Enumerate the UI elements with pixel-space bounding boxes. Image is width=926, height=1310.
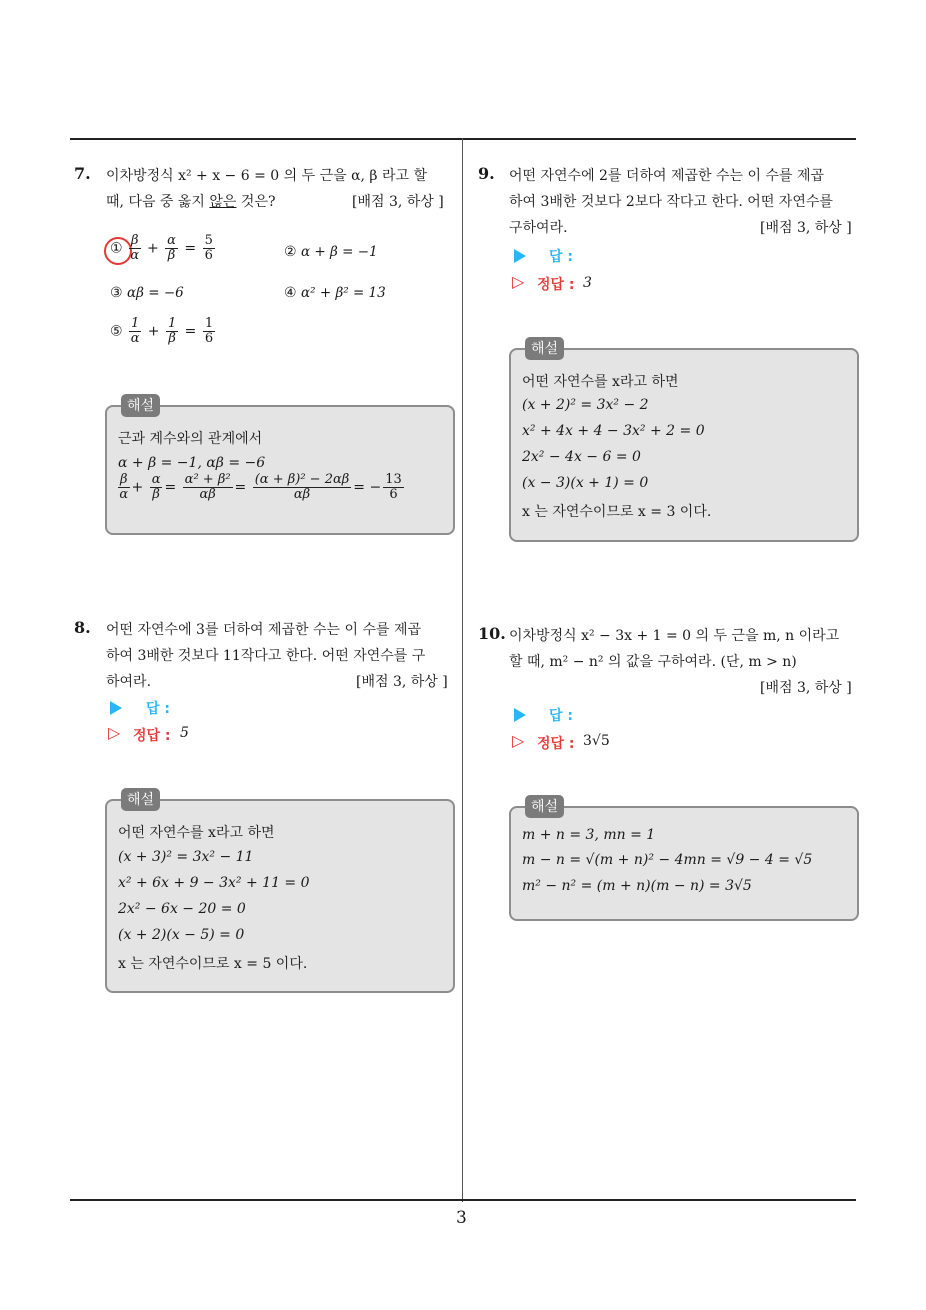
q7-meta: [배점 3, 하상 ] [352,194,444,210]
q8-line2: 하여 3배한 것보다 11작다고 한다. 어떤 자연수를 구 [106,648,426,664]
q10-number: 10. [478,624,506,643]
q10-correct-label: 정답 : [537,736,575,752]
q9-correct-arrow-icon: ▷ [512,272,525,291]
q10-line2: 할 때, m² − n² 의 값을 구하여라. (단, m > n) [509,654,797,670]
q9-number: 9. [478,164,495,183]
q8-correct-label: 정답 : [133,728,171,744]
q8-line3: 하여라. [106,674,152,690]
q8-exp-line3: x² + 6x + 9 − 3x² + 11 = 0 [118,875,310,891]
top-rule [70,138,856,140]
q10-answer-arrow-icon [514,708,526,722]
q9-correct-label: 정답 : [537,277,575,293]
q9-line1: 어떤 자연수에 2를 더하여 제곱한 수는 이 수를 제곱 [509,168,824,184]
q9-exp-line2: (x + 2)² = 3x² − 2 [522,397,649,413]
q7-option-2[interactable]: ② α + β = −1 [284,244,378,260]
q7-line2: 때, 다음 중 옳지 않은 것은? [106,194,276,210]
q7-exp-line1: 근과 계수와의 관계에서 [118,431,263,447]
q8-correct-value: 5 [180,725,189,741]
q9-exp-line5: (x − 3)(x + 1) = 0 [522,475,649,491]
q8-exp-line4: 2x² − 6x − 20 = 0 [118,901,246,917]
q7-underline: 않은 [209,194,237,210]
q8-exp-line6: x 는 자연수이므로 x = 5 이다. [118,956,308,972]
q10-exp-line1: m + n = 3, mn = 1 [522,827,656,843]
q9-correct-value: 3 [583,275,592,291]
q9-line3: 구하여라. [509,220,568,236]
q7-line1: 이차방정식 x² + x − 6 = 0 의 두 근을 α, β 라고 할 [106,168,427,184]
q9-explanation-tag: 해설 [525,337,564,360]
q9-exp-line4: 2x² − 4x − 6 = 0 [522,449,641,465]
q10-meta: [배점 3, 하상 ] [760,680,852,696]
q7-explanation-tag: 해설 [121,394,160,417]
q8-exp-line2: (x + 3)² = 3x² − 11 [118,849,254,865]
q10-line1: 이차방정식 x² − 3x + 1 = 0 의 두 근을 m, n 이라고 [509,628,840,644]
q8-answer-label: 답 : [146,701,170,717]
column-divider [462,138,463,1202]
q7-number: 7. [74,164,91,183]
q9-exp-line1: 어떤 자연수를 x라고 하면 [522,374,679,390]
q10-exp-line2: m − n = √(m + n)² − 4mn = √9 − 4 = √5 [522,852,813,868]
q7-exp-line3: $\frac{\beta}{\alpha}$ + $\frac{\alpha}{\beta}$ = $\frac{\text{α² + β²}}{\alpha\beta}$ = $\frac{\text{(α + β)² − 2αβ}}{\alpha\beta}$ = − $\frac{13}{6}$ [119,472,402,502]
q8-number: 8. [74,618,91,637]
q10-exp-line3: m² − n² = (m + n)(m − n) = 3√5 [522,878,752,894]
q9-answer-arrow-icon [514,249,526,263]
bottom-rule [70,1199,856,1201]
q9-answer-label: 답 : [549,249,573,265]
q8-exp-line5: (x + 2)(x − 5) = 0 [118,927,245,943]
q8-correct-arrow-icon: ▷ [108,723,121,742]
q8-explanation-tag: 해설 [121,788,160,811]
q7-option-5[interactable]: ⑤ $\frac{1}{\alpha}$ + $\frac{1}{\beta}$ = $\frac{1}{6}$ [110,316,214,346]
page-number: 3 [456,1208,467,1228]
q7-exp-line2: α + β = −1, αβ = −6 [118,455,266,471]
q7-option-1[interactable]: ① $\frac{\beta}{\alpha}$ + $\frac{\alpha}{\beta}$ = $\frac{5}{6}$ [110,233,213,263]
q10-correct-value: 3√5 [583,733,610,749]
q10-answer-label: 답 : [549,708,573,724]
q8-line1: 어떤 자연수에 3를 더하여 제곱한 수는 이 수를 제곱 [106,622,421,638]
q8-meta: [배점 3, 하상 ] [356,674,448,690]
q7-option-4[interactable]: ④ α² + β² = 13 [284,285,386,301]
q9-line2: 하여 3배한 것보다 2보다 작다고 한다. 어떤 자연수를 [509,194,833,210]
q8-answer-arrow-icon [110,701,122,715]
q10-correct-arrow-icon: ▷ [512,731,525,750]
q9-exp-line6: x 는 자연수이므로 x = 3 이다. [522,504,712,520]
q10-explanation-tag: 해설 [525,795,564,818]
q9-exp-line3: x² + 4x + 4 − 3x² + 2 = 0 [522,423,705,439]
q8-exp-line1: 어떤 자연수를 x라고 하면 [118,825,275,841]
q9-meta: [배점 3, 하상 ] [760,220,852,236]
q7-option-3[interactable]: ③ αβ = −6 [110,285,184,301]
